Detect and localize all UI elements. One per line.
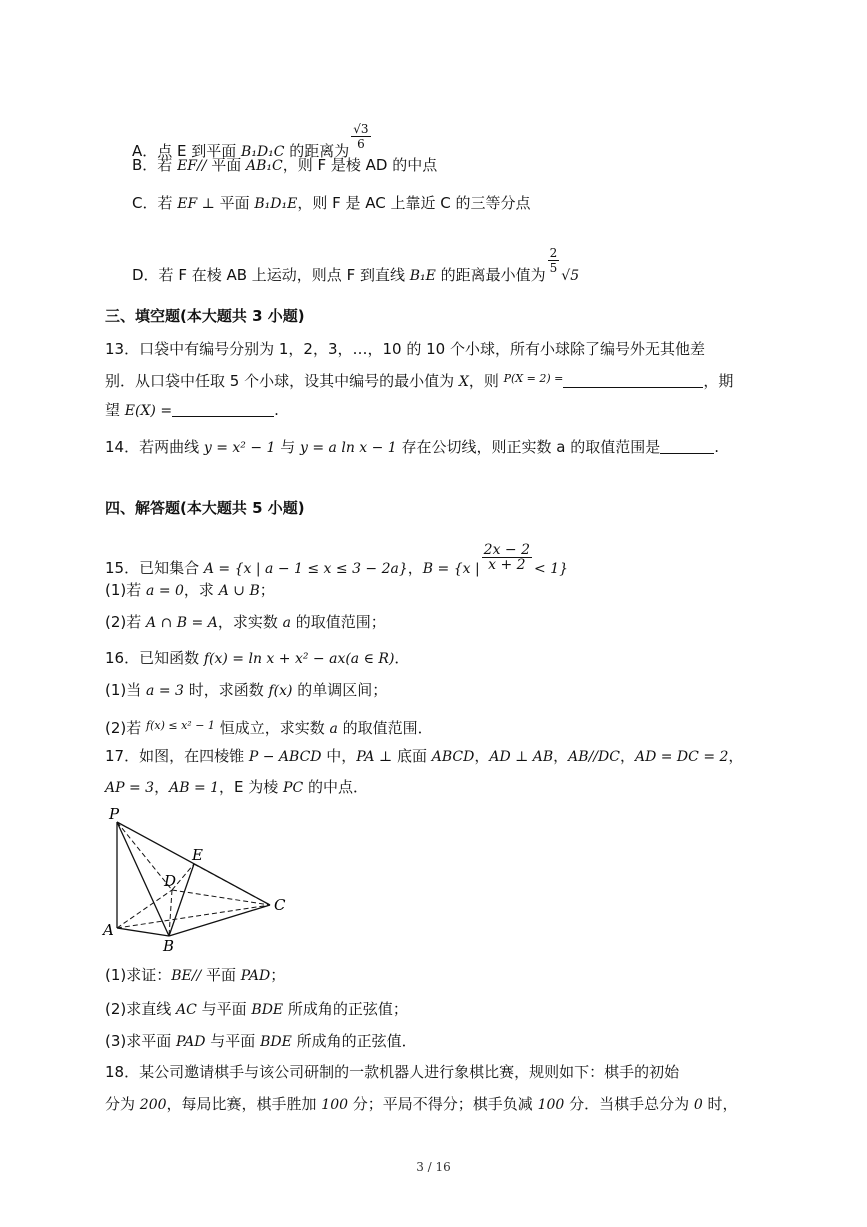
option-d: D．若 F 在棱 AB 上运动，则点 F 到直线 B₁E 的距离最小值为 $\frac{2}{5}$ √5 [132,246,580,284]
option-d-fraction: $\frac{2}{5}$ [549,246,558,275]
q17-part-3: (3)求平面 PAD 与平面 BDE 所成角的正弦值． [105,1032,417,1050]
q17-part-2: (2)求直线 AC 与平面 BDE 所成角的正弦值； [105,1000,408,1018]
q14-line: 14．若两曲线 y = x² − 1 与 y = a ln x − 1 存在公切线，则正实数 a 的取值范围是 . [105,438,719,456]
q14-blank[interactable] [660,439,714,454]
q16-part-1: (1)当 a = 3 时，求函数 f(x) 的单调区间； [105,681,388,699]
label-a: A [103,921,114,939]
q16-part-2: (2)若 $^{f(x) \le x^2 - 1}$ 恒成立，求实数 a 的取值范围． [105,719,433,737]
q18-line-2: 分为 200，每局比赛，棋手胜加 100 分；平局不得分；棋手负减 100 分．当棋手总分为 0 时， [105,1095,738,1113]
q13-blank-1[interactable] [563,373,703,388]
edge-bc [169,905,270,936]
q15-fraction: $\frac{2x - 2}{x + 2}$ [483,542,531,573]
option-a-fraction: $\frac{√3}{6}$ [353,122,369,151]
q18-line-1: 18．某公司邀请棋手与该公司研制的一款机器人进行象棋比赛，规则如下：棋手的初始 [105,1063,680,1081]
label-d: D [164,872,177,890]
q16-line: 16．已知函数 f(x) = ln x + x² − ax(a ∈ R)． [105,649,410,667]
edge-ac [117,905,270,928]
q17-line-2: AP = 3，AB = 1，E 为棱 PC 的中点． [105,778,368,796]
edge-ab [117,928,169,936]
q15-line: 15．已知集合 A = {x | a − 1 ≤ x ≤ 3 − 2a}，B = {x | $\frac{2x - 2}{x + 2}$ < 1} [105,542,569,577]
label-p: P [109,805,120,823]
q15-part-2: (2)若 A ∩ B = A，求实数 a 的取值范围； [105,613,386,631]
option-c: C．若 EF ⊥ 平面 B₁D₁E，则 F 是 AC 上靠近 C 的三等分点 [132,194,531,212]
pyramid-figure [100,802,300,952]
q13-line-2: 别．从口袋中任取 5 个小球，设其中编号的最小值为 X，则 $^{P(X = 2) =}$ ，期 [105,372,734,390]
q17-line-1: 17．如图，在四棱锥 P − ABCD 中，PA ⊥ 底面 ABCD，AD ⊥ AB，AB//DC，AD = DC = 2， [105,747,744,765]
q13-blank-2[interactable] [172,402,274,417]
edge-pb [117,822,169,936]
q15-part-1: (1)若 a = 0，求 A ∪ B； [105,581,275,599]
section-4-heading: 四、解答题(本大题共 5 小题) [105,499,305,517]
page-number: 3 / 16 [416,1160,451,1174]
q17-part-1: (1)求证：BE// 平面 PAD； [105,966,286,984]
option-b: B．若 EF// 平面 AB₁C，则 F 是棱 AD 的中点 [132,156,438,174]
option-a: A．点 E 到平面 B₁D₁C 的距离为 $\frac{√3}{6}$ [132,122,369,160]
edge-ad [117,890,172,928]
section-3-heading: 三、填空题(本大题共 3 小题) [105,307,305,325]
q13-line-3: 望 E(X) = . [105,401,279,419]
label-e: E [192,846,203,864]
label-b: B [163,937,175,952]
label-c: C [274,896,286,914]
q13-line-1: 13．口袋中有编号分别为 1，2，3，…，10 的 10 个小球，所有小球除了编号外无其他差 [105,340,705,358]
